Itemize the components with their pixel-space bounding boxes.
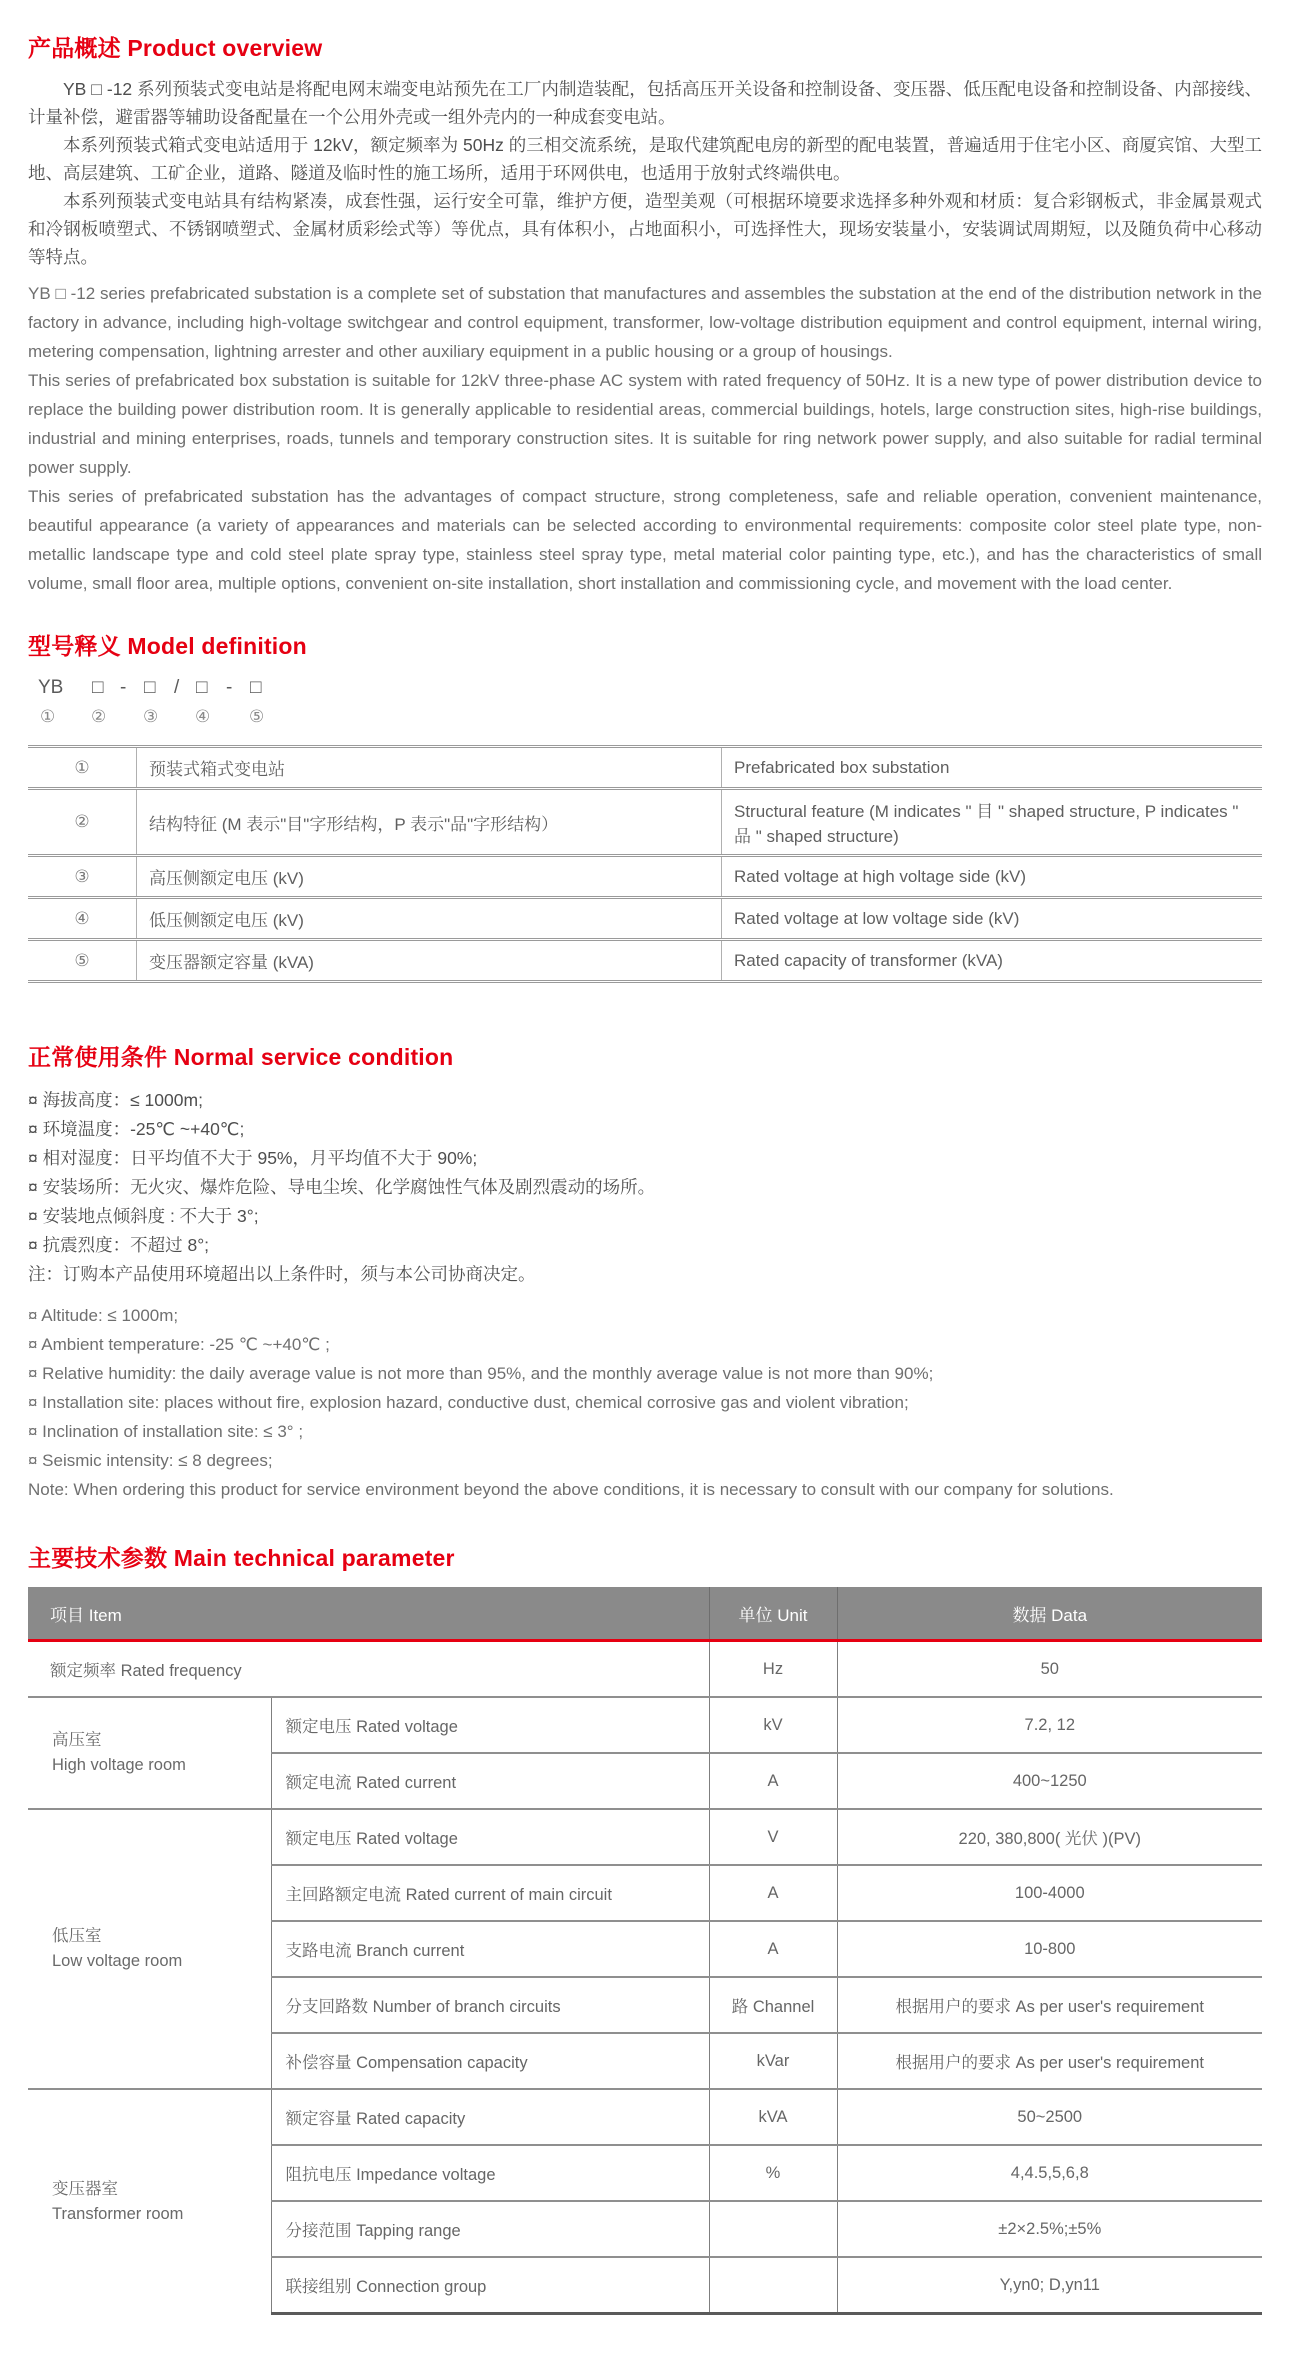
overview-en-paragraph-1: YB □ -12 series prefabricated substation is a complete set of substation that manufactures and assembles the substation at the end of the distribution network in the factory in advance, including high-voltage switchgear and control equipment, transformer, low-voltage distribution equipment and control equipment, internal wiring, metering compensation, lightning arrester and other auxiliary equipment in a public housing or a group of housings. xyxy=(28,284,1262,361)
param-unit: 路 Channel xyxy=(709,1977,837,2033)
model-row-num: ② xyxy=(28,789,137,856)
param-data: 50~2500 xyxy=(837,2089,1262,2145)
technical-parameters-table xyxy=(28,1587,1262,2315)
overview-english-block xyxy=(28,279,1262,598)
param-item: 联接组别 Connection group xyxy=(271,2257,709,2314)
model-row-num: ⑤ xyxy=(28,940,137,982)
param-item: 阻抗电压 Impedance voltage xyxy=(271,2145,709,2201)
param-unit: A xyxy=(709,1921,837,1977)
circle-1: ① xyxy=(40,707,56,726)
service-en-item: ¤ Ambient temperature: -25 ℃ ~+40℃ ; xyxy=(28,1335,330,1354)
parameters-table-header xyxy=(28,1587,1262,1641)
section-technical-parameters xyxy=(28,1540,1262,2315)
model-row-en: Prefabricated box substation xyxy=(722,747,1263,789)
group-label-en: Low voltage room xyxy=(52,1952,183,1970)
group-cell-low-voltage-room xyxy=(28,1809,271,2089)
model-row-en: Structural feature (M indicates " 目 " shaped structure, P indicates " 品 " shaped structure) xyxy=(722,789,1263,856)
model-row-zh: 高压侧额定电压 (kV) xyxy=(137,856,722,898)
group-cell-transformer-room xyxy=(28,2089,271,2314)
overview-heading: 产品概述 Product overview xyxy=(28,35,323,61)
param-item: 额定电压 Rated voltage xyxy=(271,1697,709,1753)
model-table-row xyxy=(28,940,1262,982)
param-data: ±2×2.5%;±5% xyxy=(837,2201,1262,2257)
model-box-4: □ xyxy=(250,677,262,698)
model-row-num: ④ xyxy=(28,898,137,940)
group-label-zh: 低压室 xyxy=(52,1927,102,1945)
section-service-condition xyxy=(28,1039,1262,1504)
model-row-en: Rated capacity of transformer (kVA) xyxy=(722,940,1263,982)
model-row-en: Rated voltage at high voltage side (kV) xyxy=(722,856,1263,898)
service-zh-item: ¤ 环境温度：-25℃ ~+40℃; xyxy=(28,1119,245,1139)
service-en-item: ¤ Seismic intensity: ≤ 8 degrees; xyxy=(28,1451,273,1470)
param-unit: A xyxy=(709,1865,837,1921)
service-zh-list xyxy=(28,1086,1262,1289)
model-slash: / xyxy=(174,677,180,698)
param-unit: A xyxy=(709,1753,837,1809)
service-zh-item: ¤ 海拔高度：≤ 1000m; xyxy=(28,1090,203,1110)
service-zh-item: ¤ 相对湿度：日平均值不大于 95%，月平均值不大于 90%; xyxy=(28,1148,478,1168)
param-item: 支路电流 Branch current xyxy=(271,1921,709,1977)
section-model-definition xyxy=(28,628,1262,983)
circle-5: ⑤ xyxy=(249,707,265,726)
table-row-rated-frequency xyxy=(28,1641,1262,1698)
model-row-num: ① xyxy=(28,747,137,789)
service-en-item: ¤ Installation site: places without fire, explosion hazard, conductive dust, chemical corrosive gas and violent vibration; xyxy=(28,1393,909,1412)
parameters-heading: 主要技术参数 Main technical parameter xyxy=(28,1545,455,1571)
param-unit: Hz xyxy=(709,1641,837,1698)
group-label-zh: 高压室 xyxy=(52,1731,102,1749)
model-row-zh: 低压侧额定电压 (kV) xyxy=(137,898,722,940)
group-label-en: Transformer room xyxy=(52,2204,184,2223)
param-data: 根据用户的要求 As per user's requirement xyxy=(837,1977,1262,2033)
column-header-item: 项目 Item xyxy=(28,1587,709,1641)
model-row-zh: 结构特征 (M 表示"目"字形结构，P 表示"品"字形结构） xyxy=(137,789,722,856)
param-unit xyxy=(709,2201,837,2257)
param-unit: % xyxy=(709,2145,837,2201)
service-en-list xyxy=(28,1301,1262,1504)
param-data: 50 xyxy=(1040,1659,1059,1678)
overview-en-paragraph-3: This series of prefabricated substation has the advantages of compact structure, strong completeness, safe and reliable operation, convenient maintenance, beautiful appearance (a variety of appearances and materials can be selected according to environmental requirements: composite color steel plate type, non-metallic landscape type and cold steel plate spray type, stainless steel spray type, metal material color painting type, etc.), and has the characteristics of small volume, small floor area, multiple options, convenient on-site installation, short installation and commissioning cycle, and movement with the load center. xyxy=(28,487,1262,593)
service-en-item: ¤ Inclination of installation site: ≤ 3° ; xyxy=(28,1422,304,1441)
model-row-zh: 预装式箱式变电站 xyxy=(137,747,722,789)
model-dash-1: - xyxy=(120,677,127,698)
param-unit: kV xyxy=(709,1697,837,1753)
param-item: 额定频率 Rated frequency xyxy=(28,1641,709,1698)
circle-2: ② xyxy=(91,707,107,726)
service-en-item: ¤ Relative humidity: the daily average value is not more than 95%, and the monthly average value is not more than 90%; xyxy=(28,1364,934,1383)
param-data: 10-800 xyxy=(837,1921,1262,1977)
model-definition-table xyxy=(28,745,1262,983)
service-heading: 正常使用条件 Normal service condition xyxy=(28,1044,454,1070)
param-item: 主回路额定电流 Rated current of main circuit xyxy=(271,1865,709,1921)
overview-zh-paragraph-2: 本系列预装式箱式变电站适用于 12kV，额定频率为 50Hz 的三相交流系统，是取代建筑配电房的新型的配电装置，普遍适用于住宅小区、商厦宾馆、大型工地、高层建筑、工矿企业，道路、隧道及临时性的施工场所，适用于环网供电，也适用于放射式终端供电。 xyxy=(28,135,1262,183)
service-zh-item: ¤ 抗震烈度：不超过 8°; xyxy=(28,1235,210,1255)
column-header-data: 数据 Data xyxy=(837,1587,1262,1641)
service-en-note: Note: When ordering this product for service environment beyond the above conditions, it is necessary to consult with our company for solutions. xyxy=(28,1480,1114,1499)
param-item: 额定电压 Rated voltage xyxy=(271,1809,709,1865)
model-box-1: □ xyxy=(92,677,104,698)
overview-zh-paragraph-1: YB □ -12 系列预装式变电站是将配电网末端变电站预先在工厂内制造装配，包括高压开关设备和控制设备、变压器、低压配电设备和控制设备、内部接线、计量补偿，避雷器等辅助设备配量在一个公用外壳或一组外壳内的一种成套变电站。 xyxy=(28,79,1262,127)
param-data: Y,yn0; D,yn11 xyxy=(837,2257,1262,2314)
param-item: 额定电流 Rated current xyxy=(271,1753,709,1809)
model-prefix: YB xyxy=(38,677,64,698)
circle-4: ④ xyxy=(195,707,211,726)
model-circle-line xyxy=(28,707,1262,733)
service-zh-note: 注：订购本产品使用环境超出以上条件时，须与本公司协商决定。 xyxy=(28,1264,536,1284)
model-row-num: ③ xyxy=(28,856,137,898)
table-row-tr-rated-capacity xyxy=(28,2089,1262,2145)
param-item: 额定容量 Rated capacity xyxy=(271,2089,709,2145)
overview-en-paragraph-2: This series of prefabricated box substation is suitable for 12kV three-phase AC system with rated frequency of 50Hz. It is a new type of power distribution device to replace the building power distribution room. It is generally applicable to residential areas, commercial buildings, hotels, large construction sites, high-rise buildings, industrial and mining enterprises, roads, tunnels and temporary construction sites. It is suitable for ring network power supply, and also suitable for radial terminal power supply. xyxy=(28,371,1262,477)
model-code-line xyxy=(28,677,1262,707)
param-data: 4,4.5,5,6,8 xyxy=(837,2145,1262,2201)
param-unit: V xyxy=(709,1809,837,1865)
param-data: 根据用户的要求 As per user's requirement xyxy=(837,2033,1262,2089)
model-dash-2: - xyxy=(226,677,233,698)
column-header-unit: 单位 Unit xyxy=(709,1587,837,1641)
param-unit: kVar xyxy=(709,2033,837,2089)
service-zh-item: ¤ 安装地点倾斜度 : 不大于 3°; xyxy=(28,1206,259,1226)
table-row-lv-rated-voltage xyxy=(28,1809,1262,1865)
param-data: 100-4000 xyxy=(837,1865,1262,1921)
section-product-overview xyxy=(28,30,1262,598)
group-label-en: High voltage room xyxy=(52,1756,186,1774)
model-box-2: □ xyxy=(144,677,156,698)
model-row-zh: 变压器额定容量 (kVA) xyxy=(137,940,722,982)
model-table-row xyxy=(28,898,1262,940)
param-item: 分支回路数 Number of branch circuits xyxy=(271,1977,709,2033)
param-item: 补偿容量 Compensation capacity xyxy=(271,2033,709,2089)
group-label-zh: 变压器室 xyxy=(52,2179,118,2198)
param-item: 分接范围 Tapping range xyxy=(271,2201,709,2257)
overview-zh-paragraph-3: 本系列预装式变电站具有结构紧凑，成套性强，运行安全可靠，维护方便，造型美观（可根据环境要求选择多种外观和材质：复合彩钢板式，非金属景观式和冷钢板喷塑式、不锈钢喷塑式、金属材质彩绘式等）等优点，具有体积小，占地面积小，可选择性大，现场安装量小，安装调试周期短，以及随负荷中心移动等特点。 xyxy=(28,191,1262,267)
circle-3: ③ xyxy=(143,707,159,726)
table-row-hv-rated-voltage xyxy=(28,1697,1262,1753)
group-cell-high-voltage-room xyxy=(28,1697,271,1809)
model-table-row xyxy=(28,747,1262,789)
param-data: 220, 380,800( 光伏 )(PV) xyxy=(837,1809,1262,1865)
param-unit xyxy=(709,2257,837,2314)
model-table-row xyxy=(28,789,1262,856)
param-unit: kVA xyxy=(709,2089,837,2145)
param-data: 7.2, 12 xyxy=(837,1697,1262,1753)
param-data: 400~1250 xyxy=(837,1753,1262,1809)
model-row-en: Rated voltage at low voltage side (kV) xyxy=(722,898,1263,940)
model-table-row xyxy=(28,856,1262,898)
model-box-3: □ xyxy=(196,677,208,698)
service-zh-item: ¤ 安装场所：无火灾、爆炸危险、导电尘埃、化学腐蚀性气体及剧烈震动的场所。 xyxy=(28,1177,656,1197)
service-en-item: ¤ Altitude: ≤ 1000m; xyxy=(28,1306,179,1325)
model-heading: 型号释义 Model definition xyxy=(28,633,307,659)
